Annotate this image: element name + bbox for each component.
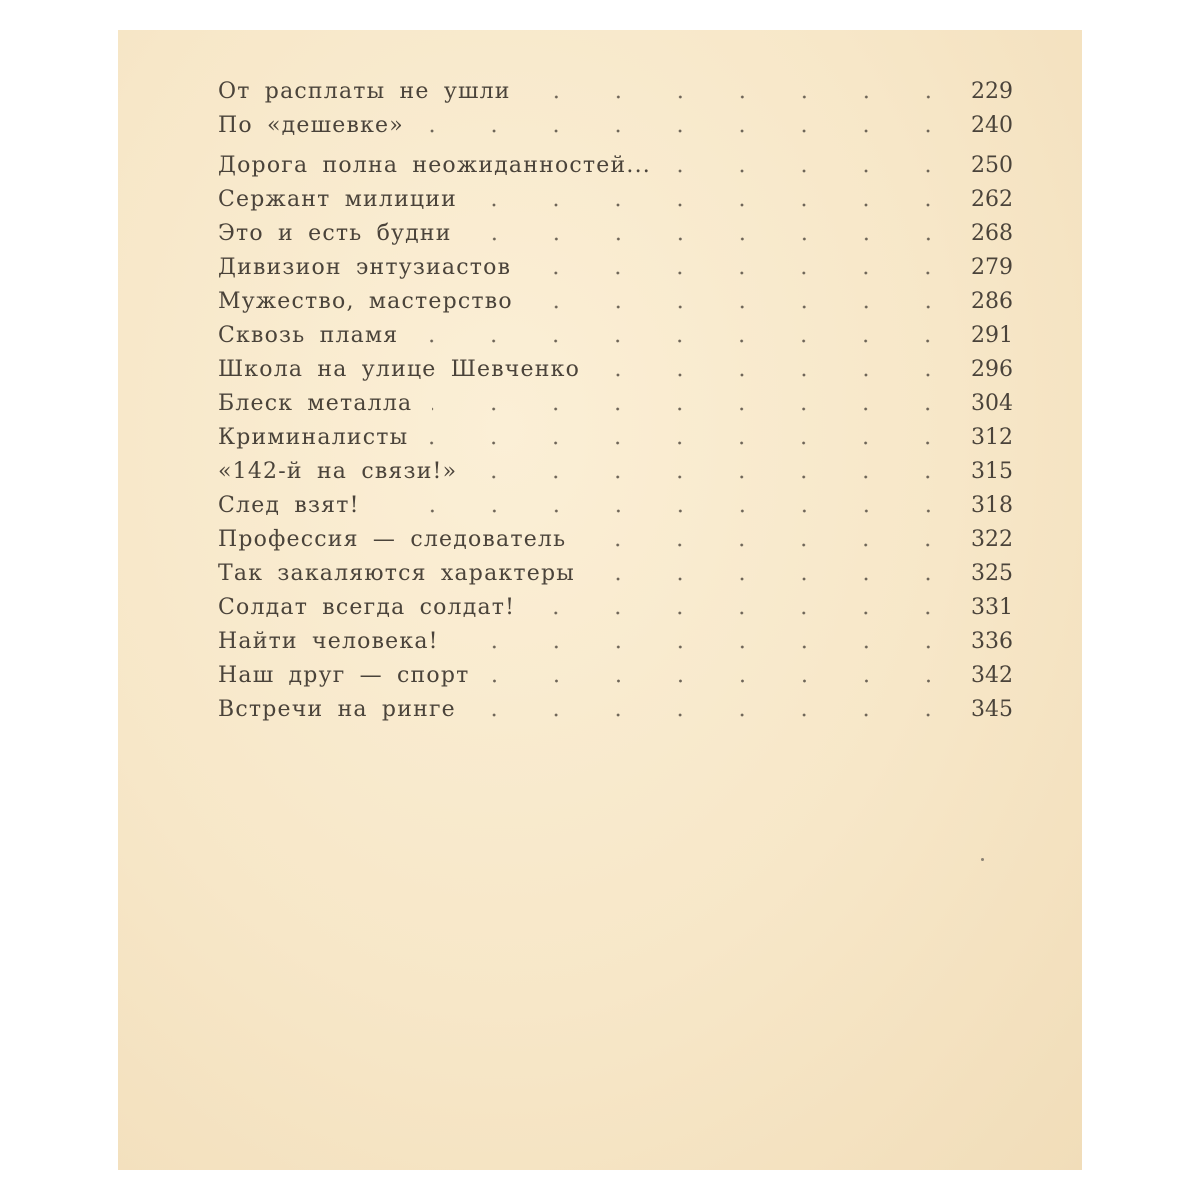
paper-speck [981,858,984,861]
toc-entry [218,624,1013,658]
toc-entry-title: Блеск металла [218,390,413,416]
dot-leader [380,509,959,513]
toc-entry-page: 268 [971,220,1013,246]
toc-entry [218,108,1013,142]
toc-entry-page: 315 [971,458,1013,484]
dot-leader [533,305,959,309]
dot-leader [459,645,959,649]
toc-entry [218,692,1013,726]
toc-entry-title: Дорога полна неожиданностей... [218,152,651,178]
toc-entry-page: 291 [971,322,1013,348]
toc-entry-title: Мужество, мастерство [218,288,513,314]
toc-entry-page: 262 [971,186,1013,212]
toc-entry [218,658,1013,692]
dot-leader [586,543,959,547]
dot-leader [424,129,959,133]
toc-entry-page: 304 [971,390,1013,416]
dot-leader [432,407,959,411]
toc-entry [218,216,1013,250]
dot-leader [490,679,959,683]
toc-entry-title: Школа на улице Шевченко [218,356,581,382]
toc-entry-title: Дивизион энтузиастов [218,254,512,280]
dot-leader [671,169,959,173]
toc-entry [218,250,1013,284]
dot-leader [531,95,959,99]
toc-entry [218,318,1013,352]
toc-entry-title: Наш друг — спорт [218,662,470,688]
toc-entry-page: 229 [971,78,1013,104]
dot-leader [531,271,959,275]
toc-entry-title: «142-й на связи!» [218,458,458,484]
toc-entry-title: Встречи на ринге [218,696,456,722]
toc-entry-page: 336 [971,628,1013,654]
toc-entry [218,488,1013,522]
toc-entry [218,74,1013,108]
toc-entry-title: Профессия — следователь [218,526,567,552]
toc-entry [218,420,1013,454]
dot-leader [600,373,959,377]
dot-leader [428,441,959,445]
toc-entry [218,590,1013,624]
toc-entry-title: Это и есть будни [218,220,452,246]
toc-entry-page: 322 [971,526,1013,552]
dot-leader [476,713,959,717]
toc-entry-page: 286 [971,288,1013,314]
toc-entry-title: Криминалисты [218,424,409,450]
book-page [118,30,1082,1170]
toc-entry-title: Солдат всегда солдат! [218,594,516,620]
toc-entry-title: По «дешевке» [218,112,404,138]
dot-leader [535,611,959,615]
toc-entry-page: 296 [971,356,1013,382]
toc-entry-page: 240 [971,112,1013,138]
toc-entry-title: Сквозь пламя [218,322,399,348]
toc-entry [218,148,1013,182]
toc-entry-title: Сержант милиции [218,186,458,212]
dot-leader [472,237,959,241]
toc-entry-page: 345 [971,696,1013,722]
toc-entry-page: 312 [971,424,1013,450]
toc-entry [218,522,1013,556]
toc-entry-page: 279 [971,254,1013,280]
table-of-contents [218,74,1013,726]
toc-entry-page: 250 [971,152,1013,178]
toc-entry [218,284,1013,318]
toc-entry [218,556,1013,590]
toc-entry-page: 342 [971,662,1013,688]
toc-entry-title: Найти человека! [218,628,439,654]
toc-entry-title: Так закаляются характеры [218,560,575,586]
toc-entry-page: 331 [971,594,1013,620]
dot-leader [595,577,959,581]
toc-entry [218,454,1013,488]
dot-leader [477,475,959,479]
toc-entry [218,182,1013,216]
toc-entry-page: 318 [971,492,1013,518]
toc-entry [218,386,1013,420]
dot-leader [418,339,959,343]
dot-leader [477,203,959,207]
toc-entry-page: 325 [971,560,1013,586]
toc-entry-title: След взят! [218,492,360,518]
toc-entry [218,352,1013,386]
toc-entry-title: От расплаты не ушли [218,78,511,104]
